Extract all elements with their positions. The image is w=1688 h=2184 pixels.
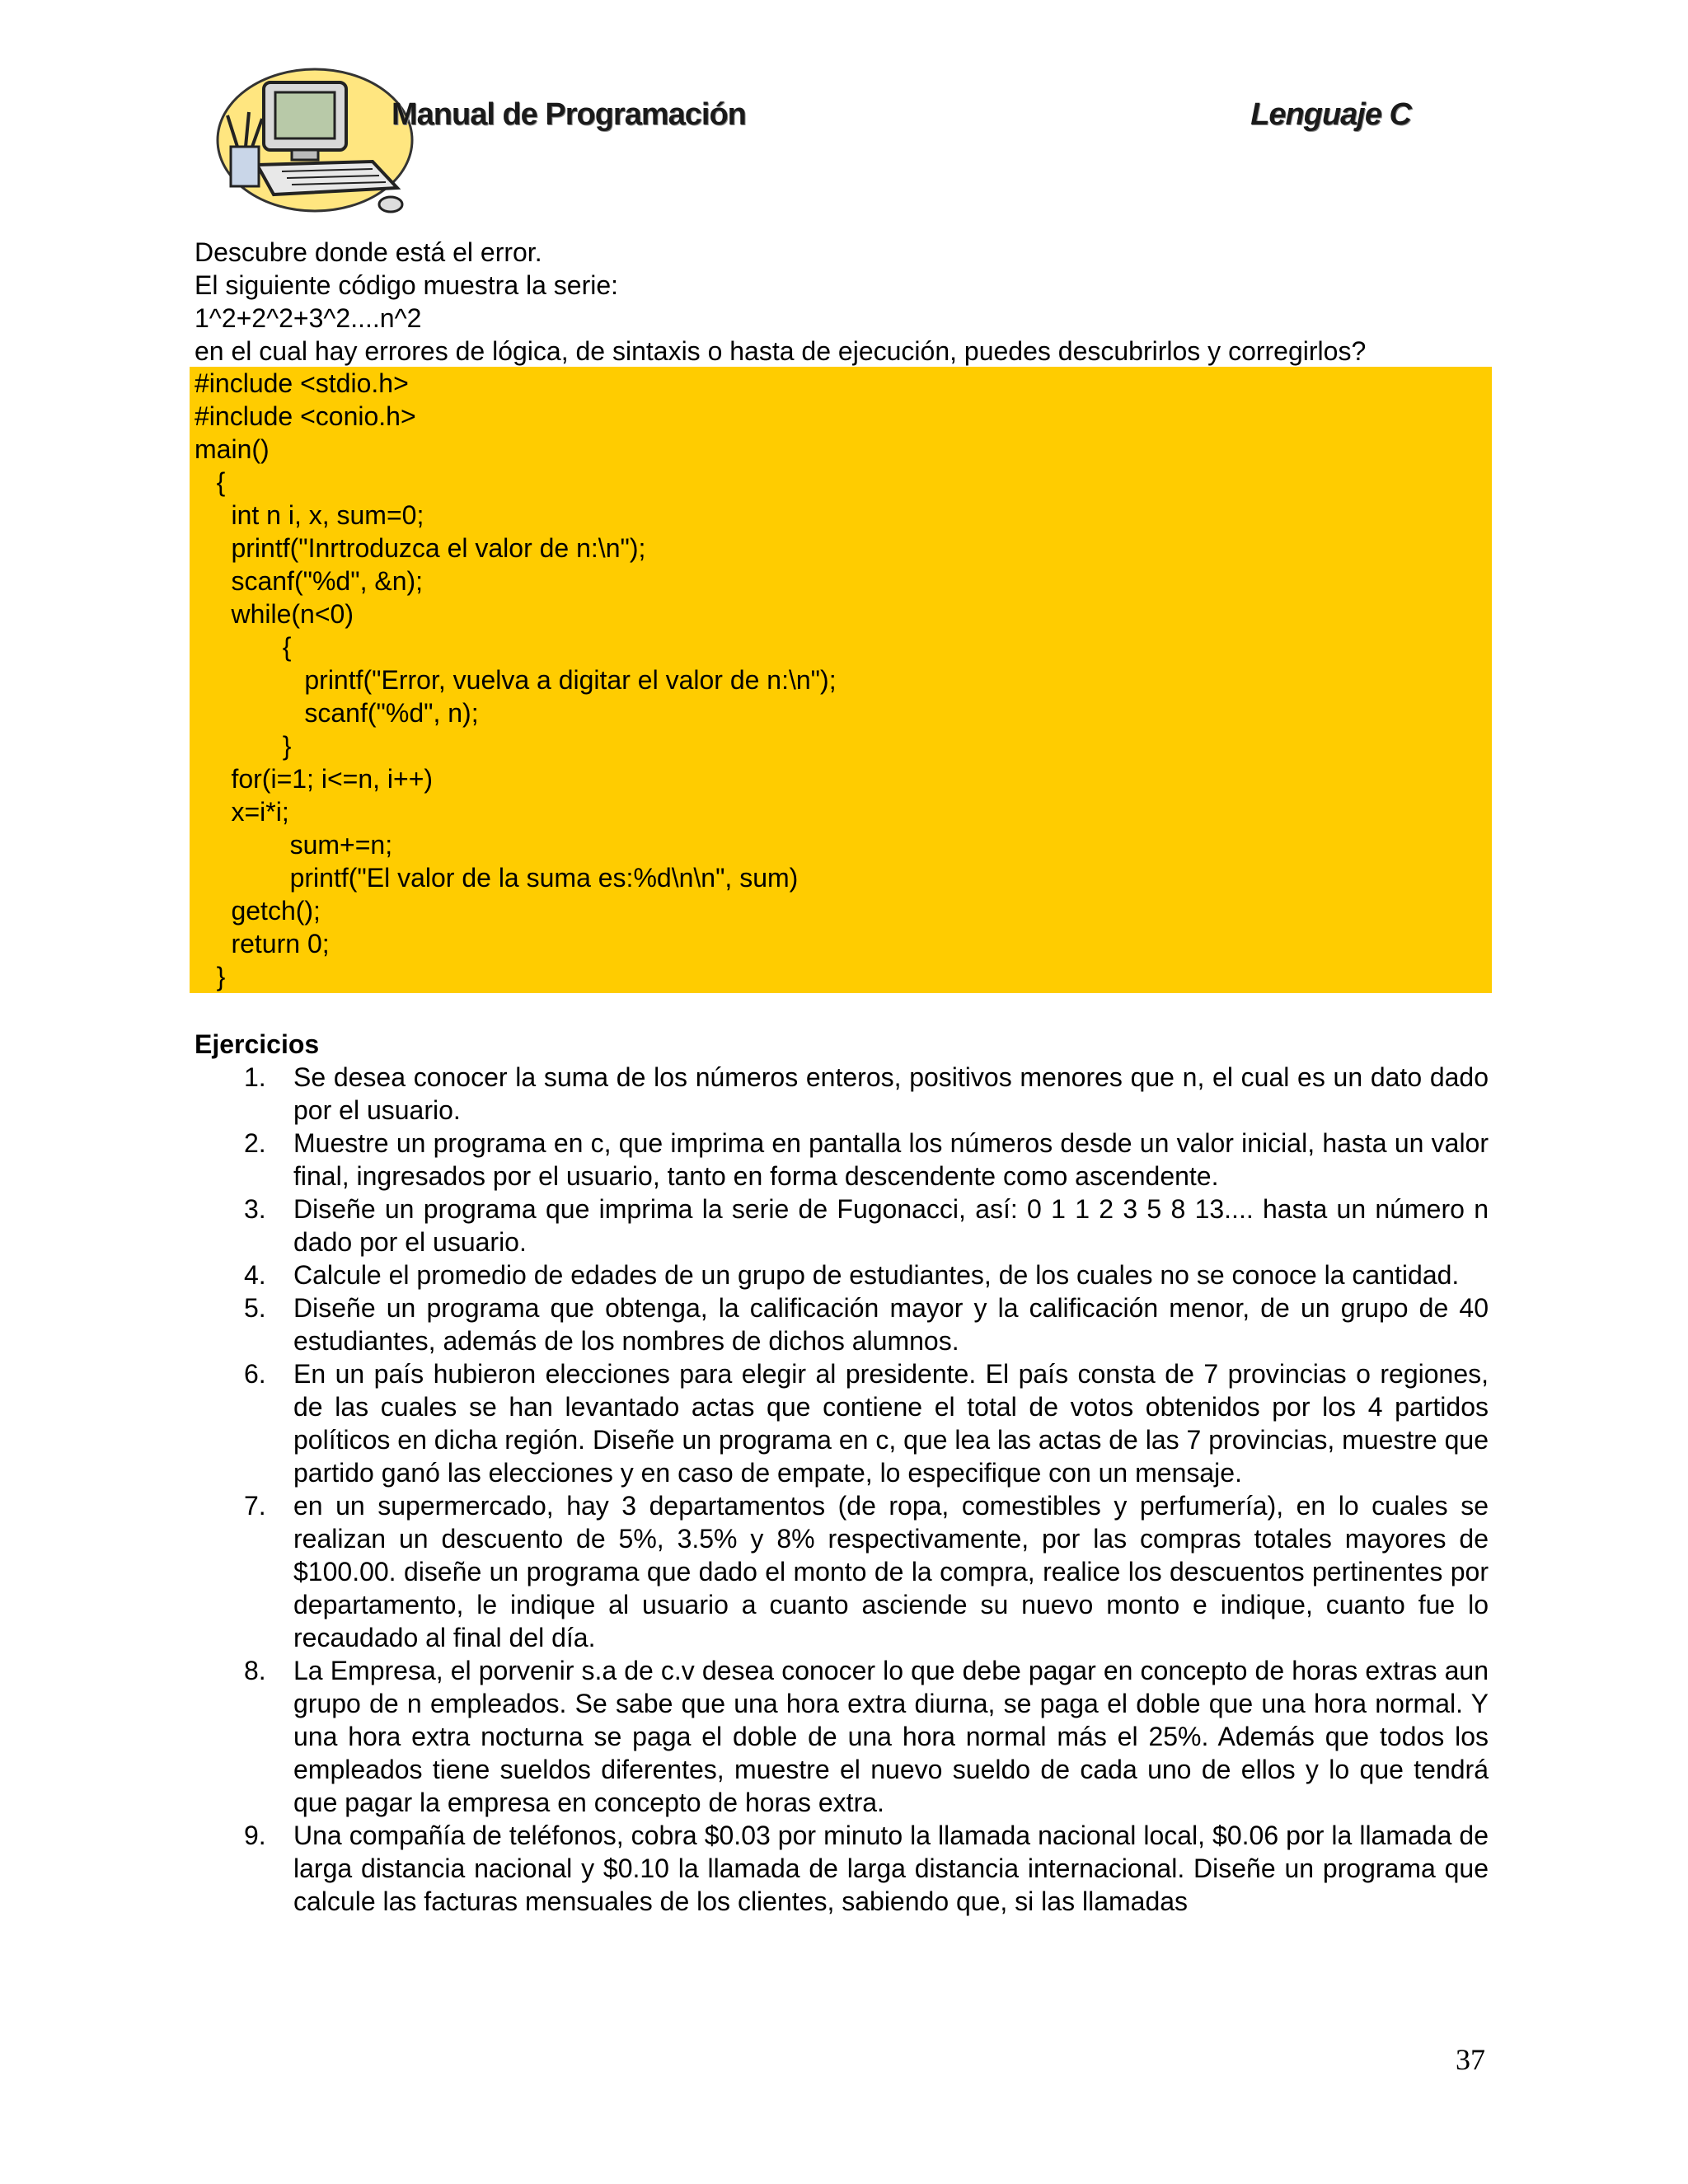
exercises-list [195, 1061, 1489, 1918]
code-line: int n i, x, sum=0; [195, 500, 424, 530]
computer-clipart-icon [216, 64, 414, 221]
item-number: 1. [244, 1062, 266, 1092]
code-block [190, 367, 1492, 993]
code-line: } [195, 731, 292, 761]
item-text: Se desea conocer la suma de los números enteros, positivos menores que n, el cual es un dato dado por el usuario. [293, 1062, 1489, 1125]
list-item [195, 1291, 1489, 1357]
intro-text [195, 236, 1489, 368]
item-text: Diseñe un programa que imprima la serie de Fugonacci, así: 0 1 1 2 3 5 8 13.... hasta un número n dado por el usuario. [293, 1194, 1489, 1257]
code-line: getch(); [195, 896, 321, 926]
item-number: 6. [244, 1359, 266, 1389]
list-item [195, 1193, 1489, 1258]
item-number: 8. [244, 1656, 266, 1685]
list-item [195, 1258, 1489, 1291]
list-item [195, 1489, 1489, 1654]
item-text: en un supermercado, hay 3 departamentos (de ropa, comestibles y perfumería), en lo cuales se realizan un descuento de 5%, 3.5% y 8% respectivamente, por las compras totales mayores de $100.00. diseñe un programa que dado el monto de la compra, realice los descuentos pertinentes por departamento, le indique al usuario a cuanto asciende su nuevo monto e indique, cuanto fue lo recaudado al final del día. [293, 1491, 1489, 1652]
intro-line: Descubre donde está el error. [195, 237, 542, 267]
item-number: 9. [244, 1821, 266, 1850]
item-number: 7. [244, 1491, 266, 1521]
item-text: La Empresa, el porvenir s.a de c.v desea conocer lo que debe pagar en concepto de horas extras aun grupo de n empleados. Se sabe que una hora extra diurna, se paga el doble que una hora normal. Y una hora extra nocturna se paga el doble de una hora normal más el 25%. Además que todos los empleados tiene sueldos diferentes, muestre el nuevo sueldo de cada uno de ellos y lo que tendrá que pagar la empresa en concepto de horas extra. [293, 1656, 1489, 1817]
item-number: 5. [244, 1293, 266, 1323]
code-line: while(n<0) [195, 599, 354, 629]
intro-line: 1^2+2^2+3^2....n^2 [195, 303, 422, 333]
item-text: En un país hubieron elecciones para elegir al presidente. El país consta de 7 provincias o regiones, de las cuales se han levantado actas que contiene el total de votos obtenidos por los 4 partidos políticos en dicha región. Diseñe un programa en c, que lea las actas de las 7 provincias, muestre que partido ganó las elecciones y en caso de empate, lo especifique con un mensaje. [293, 1359, 1489, 1488]
code-line: { [195, 632, 292, 662]
page-number: 37 [1456, 2043, 1485, 2076]
code-line: scanf("%d", n); [195, 698, 479, 728]
item-number: 2. [244, 1128, 266, 1158]
exercises-heading: Ejercicios [195, 1029, 320, 1059]
code-line: main() [195, 434, 270, 464]
item-text: Una compañía de teléfonos, cobra $0.03 por minuto la llamada nacional local, $0.06 por la llamada de larga distancia nacional y $0.10 la llamada de larga distancia internacional. Diseñe un programa que calcule las facturas mensuales de los clientes, sabiendo que, si las llamadas [293, 1821, 1489, 1916]
code-line: printf("El valor de la suma es:%d\n\n", sum) [195, 863, 799, 893]
header-title-right: Lenguaje C [1250, 97, 1411, 132]
list-item [195, 1819, 1489, 1918]
list-item [195, 1061, 1489, 1127]
list-item [195, 1357, 1489, 1489]
code-line: sum+=n; [195, 830, 393, 860]
code-line: x=i*i; [195, 797, 289, 827]
list-item [195, 1654, 1489, 1819]
code-line: scanf("%d", &n); [195, 566, 424, 596]
code-line: } [195, 962, 226, 991]
intro-line: El siguiente código muestra la serie: [195, 270, 619, 300]
item-text: Muestre un programa en c, que imprima en pantalla los números desde un valor inicial, hasta un valor final, ingresados por el usuario, tanto en forma descendente como ascendente. [293, 1128, 1489, 1191]
code-line: printf("Error, vuelva a digitar el valor de n:\n"); [195, 665, 837, 695]
code-line: #include <stdio.h> [195, 368, 409, 398]
item-text: Calcule el promedio de edades de un grupo de estudiantes, de los cuales no se conoce la cantidad. [293, 1260, 1460, 1290]
header-title-left: Manual de Programación [392, 97, 746, 132]
code-line: for(i=1; i<=n, i++) [195, 764, 434, 794]
intro-line: en el cual hay errores de lógica, de sintaxis o hasta de ejecución, puedes descubrirlos y corregirlos? [195, 336, 1367, 366]
item-number: 4. [244, 1260, 266, 1290]
code-line: { [195, 467, 226, 497]
item-number: 3. [244, 1194, 266, 1224]
code-line: printf("Inrtroduzca el valor de n:\n"); [195, 533, 646, 563]
code-line: #include <conio.h> [195, 401, 416, 431]
page-header [216, 64, 1411, 221]
list-item [195, 1127, 1489, 1193]
item-text: Diseñe un programa que obtenga, la calificación mayor y la calificación menor, de un grupo de 40 estudiantes, además de los nombres de dichos alumnos. [293, 1293, 1489, 1356]
code-line: return 0; [195, 929, 330, 958]
